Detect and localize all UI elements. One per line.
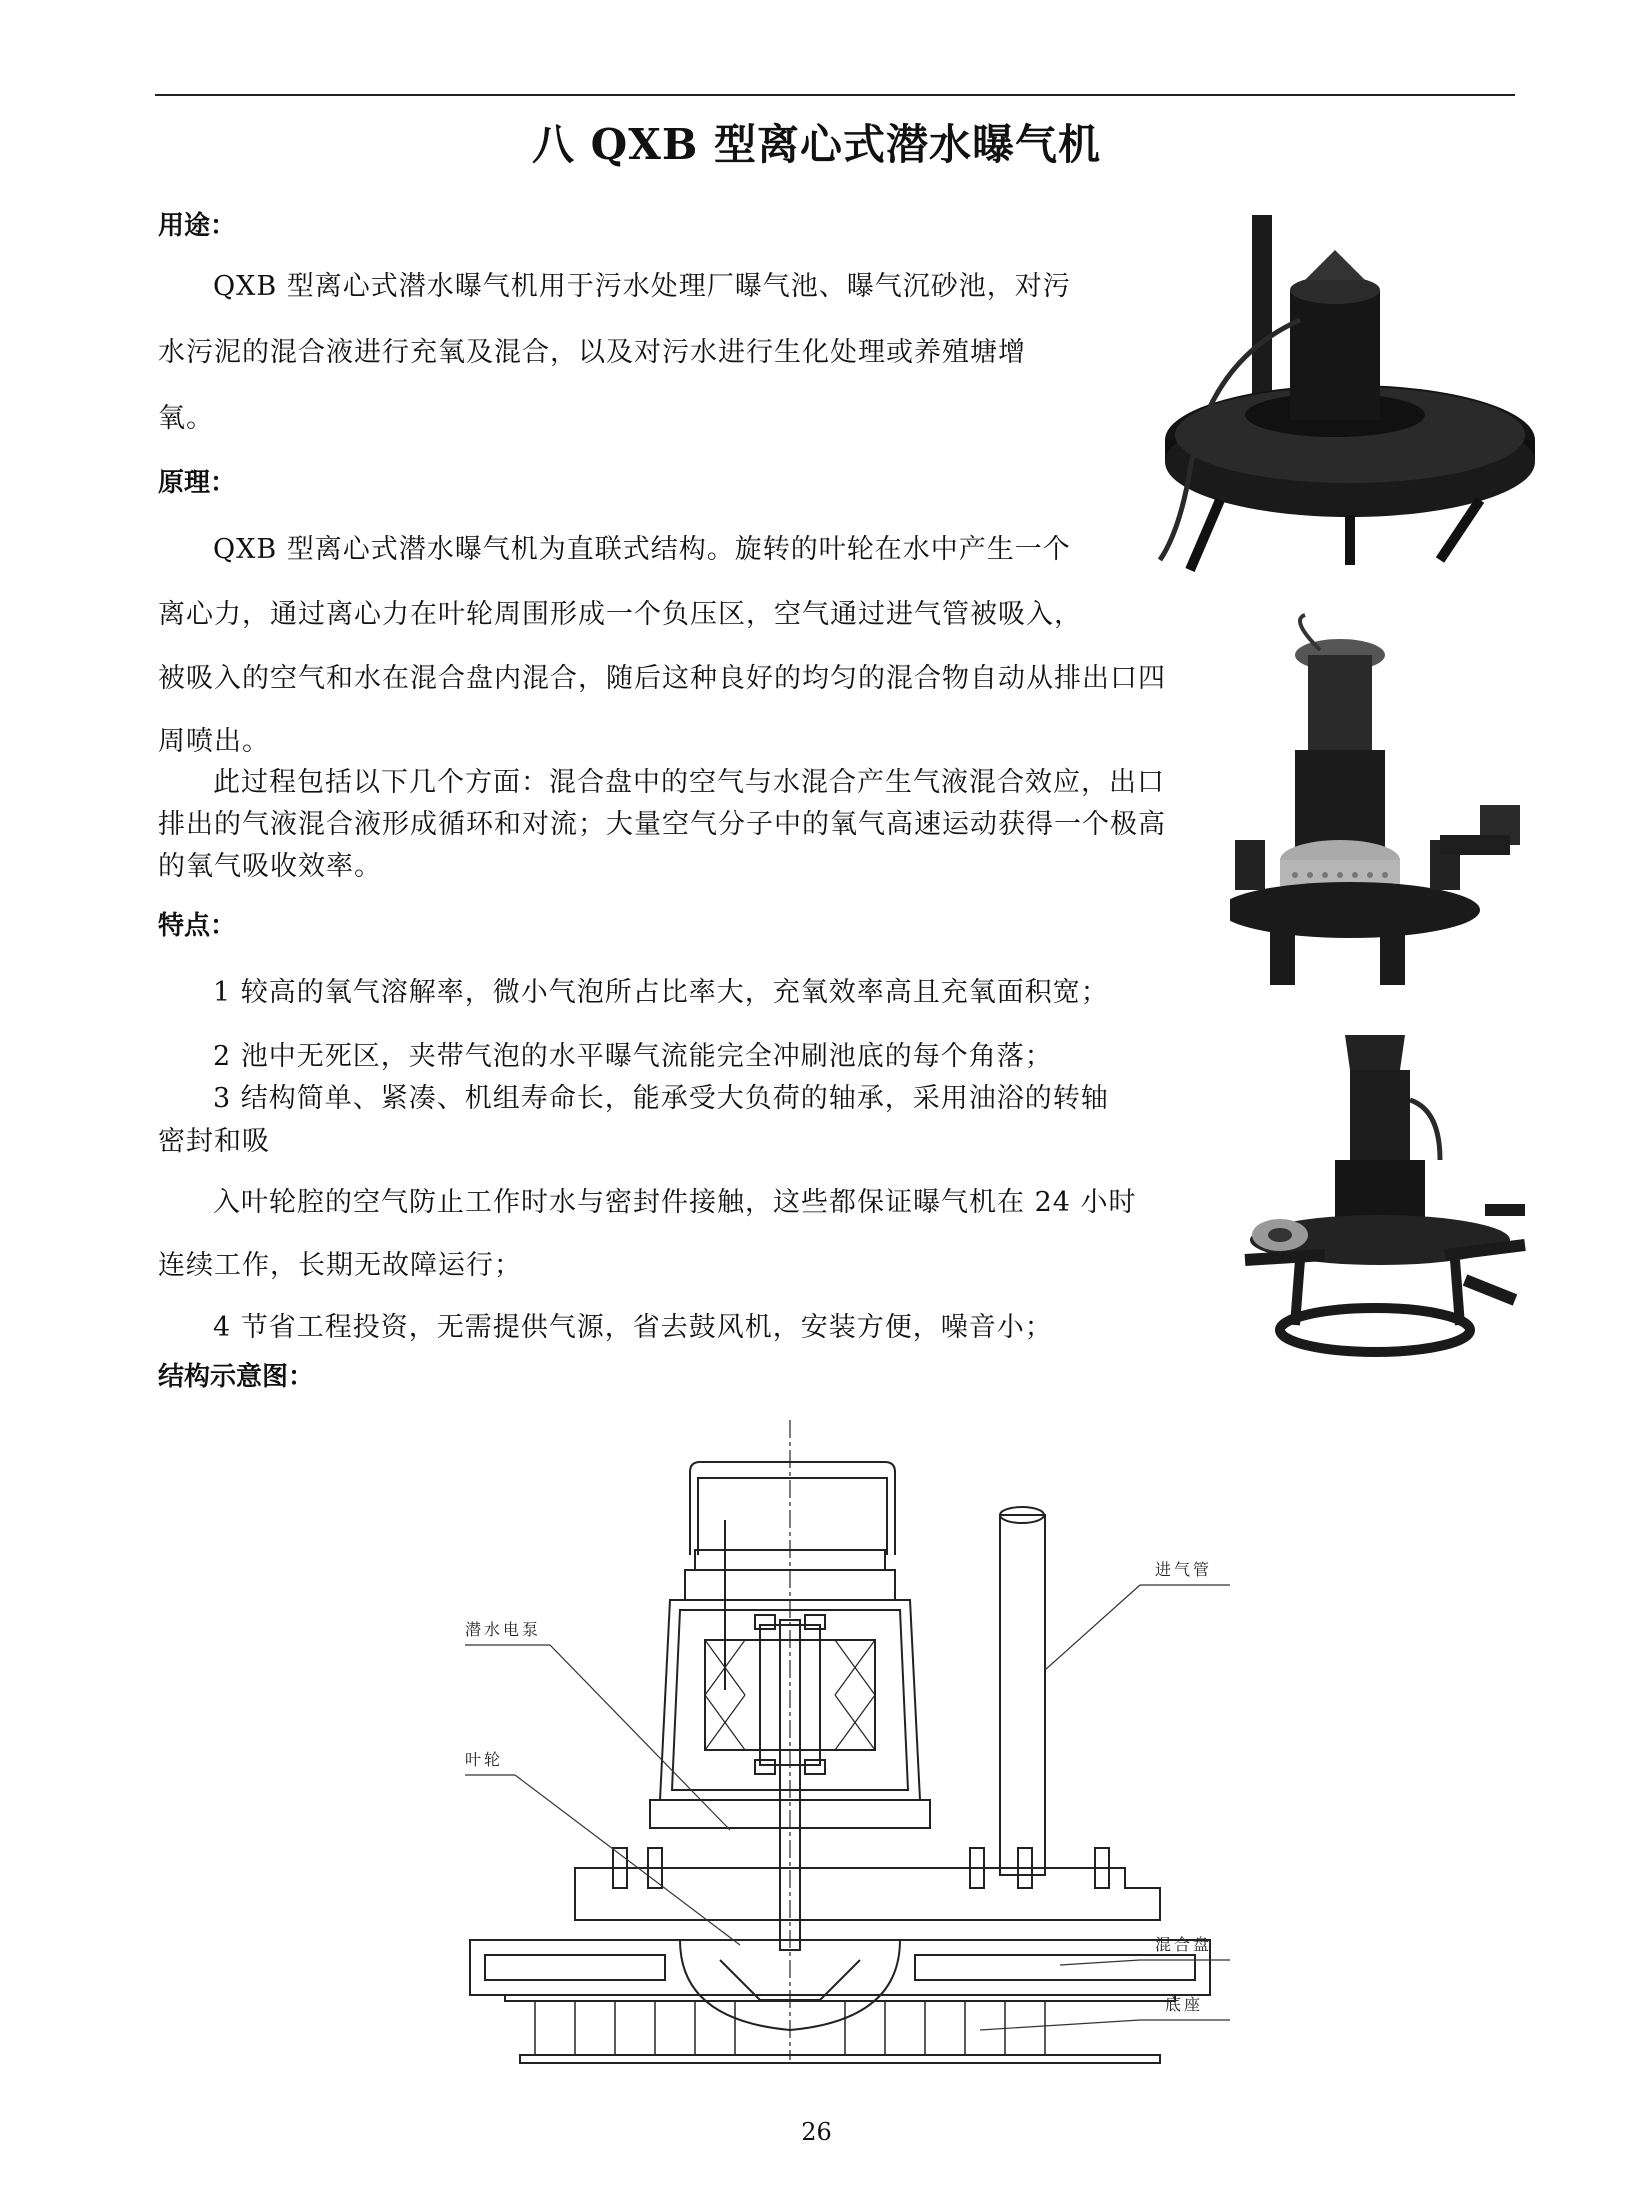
diagram-heading: 结构示意图： xyxy=(158,1362,315,1392)
features-line: 密封和吸 xyxy=(158,1126,270,1157)
principle-line: 周喷出。 xyxy=(158,726,270,757)
label-impeller: 叶轮 xyxy=(465,1750,504,1769)
label-mixing-disc: 混合盘 xyxy=(1155,1935,1213,1954)
page-number: 26 xyxy=(801,2118,832,2146)
features-line: 入叶轮腔的空气防止工作时水与密封件接触，这些都保证曝气机在 24 小时 xyxy=(213,1187,1137,1218)
product-photo-3 xyxy=(1225,1030,1540,1360)
usage-line: QXB 型离心式潜水曝气机用于污水处理厂曝气池、曝气沉砂池，对污 xyxy=(213,271,1071,302)
header-rule xyxy=(155,94,1515,96)
product-photo-2 xyxy=(1230,610,1535,990)
features-line: 4 节省工程投资，无需提供气源，省去鼓风机，安装方便，噪音小； xyxy=(213,1312,1053,1343)
principle-line: 的氧气吸收效率。 xyxy=(158,851,382,882)
page-title: 八 QXB 型离心式潜水曝气机 xyxy=(532,120,1101,169)
principle-heading: 原理： xyxy=(158,468,237,498)
usage-line: 氧。 xyxy=(158,403,214,434)
principle-line: 被吸入的空气和水在混合盘内混合，随后这种良好的均匀的混合物自动从排出口四 xyxy=(158,663,1166,694)
usage-line: 水污泥的混合液进行充氧及混合，以及对污水进行生化处理或养殖塘增 xyxy=(158,337,1026,368)
usage-heading: 用途： xyxy=(158,211,237,241)
principle-line: QXB 型离心式潜水曝气机为直联式结构。旋转的叶轮在水中产生一个 xyxy=(213,534,1071,565)
principle-line: 此过程包括以下几个方面：混合盘中的空气与水混合产生气液混合效应，出口 xyxy=(213,767,1165,798)
label-air-inlet: 进气管 xyxy=(1155,1560,1213,1579)
label-pump: 潜水电泵 xyxy=(465,1620,542,1639)
features-line: 1 较高的氧气溶解率，微小气泡所占比率大，充氧效率高且充氧面积宽； xyxy=(213,977,1109,1008)
structure-diagram xyxy=(440,1420,1240,2070)
features-line: 2 池中无死区，夹带气泡的水平曝气流能完全冲刷池底的每个角落； xyxy=(213,1041,1053,1072)
principle-line: 离心力，通过离心力在叶轮周围形成一个负压区，空气通过进气管被吸入， xyxy=(158,599,1082,630)
label-base: 底座 xyxy=(1165,1995,1204,2014)
features-line: 连续工作，长期无故障运行； xyxy=(158,1250,522,1281)
features-heading: 特点： xyxy=(158,911,237,941)
features-line: 3 结构简单、紧凑、机组寿命长，能承受大负荷的轴承，采用油浴的转轴 xyxy=(213,1083,1109,1114)
principle-line: 排出的气液混合液形成循环和对流；大量空气分子中的氧气高速运动获得一个极高 xyxy=(158,809,1166,840)
product-photo-1 xyxy=(1150,210,1550,580)
